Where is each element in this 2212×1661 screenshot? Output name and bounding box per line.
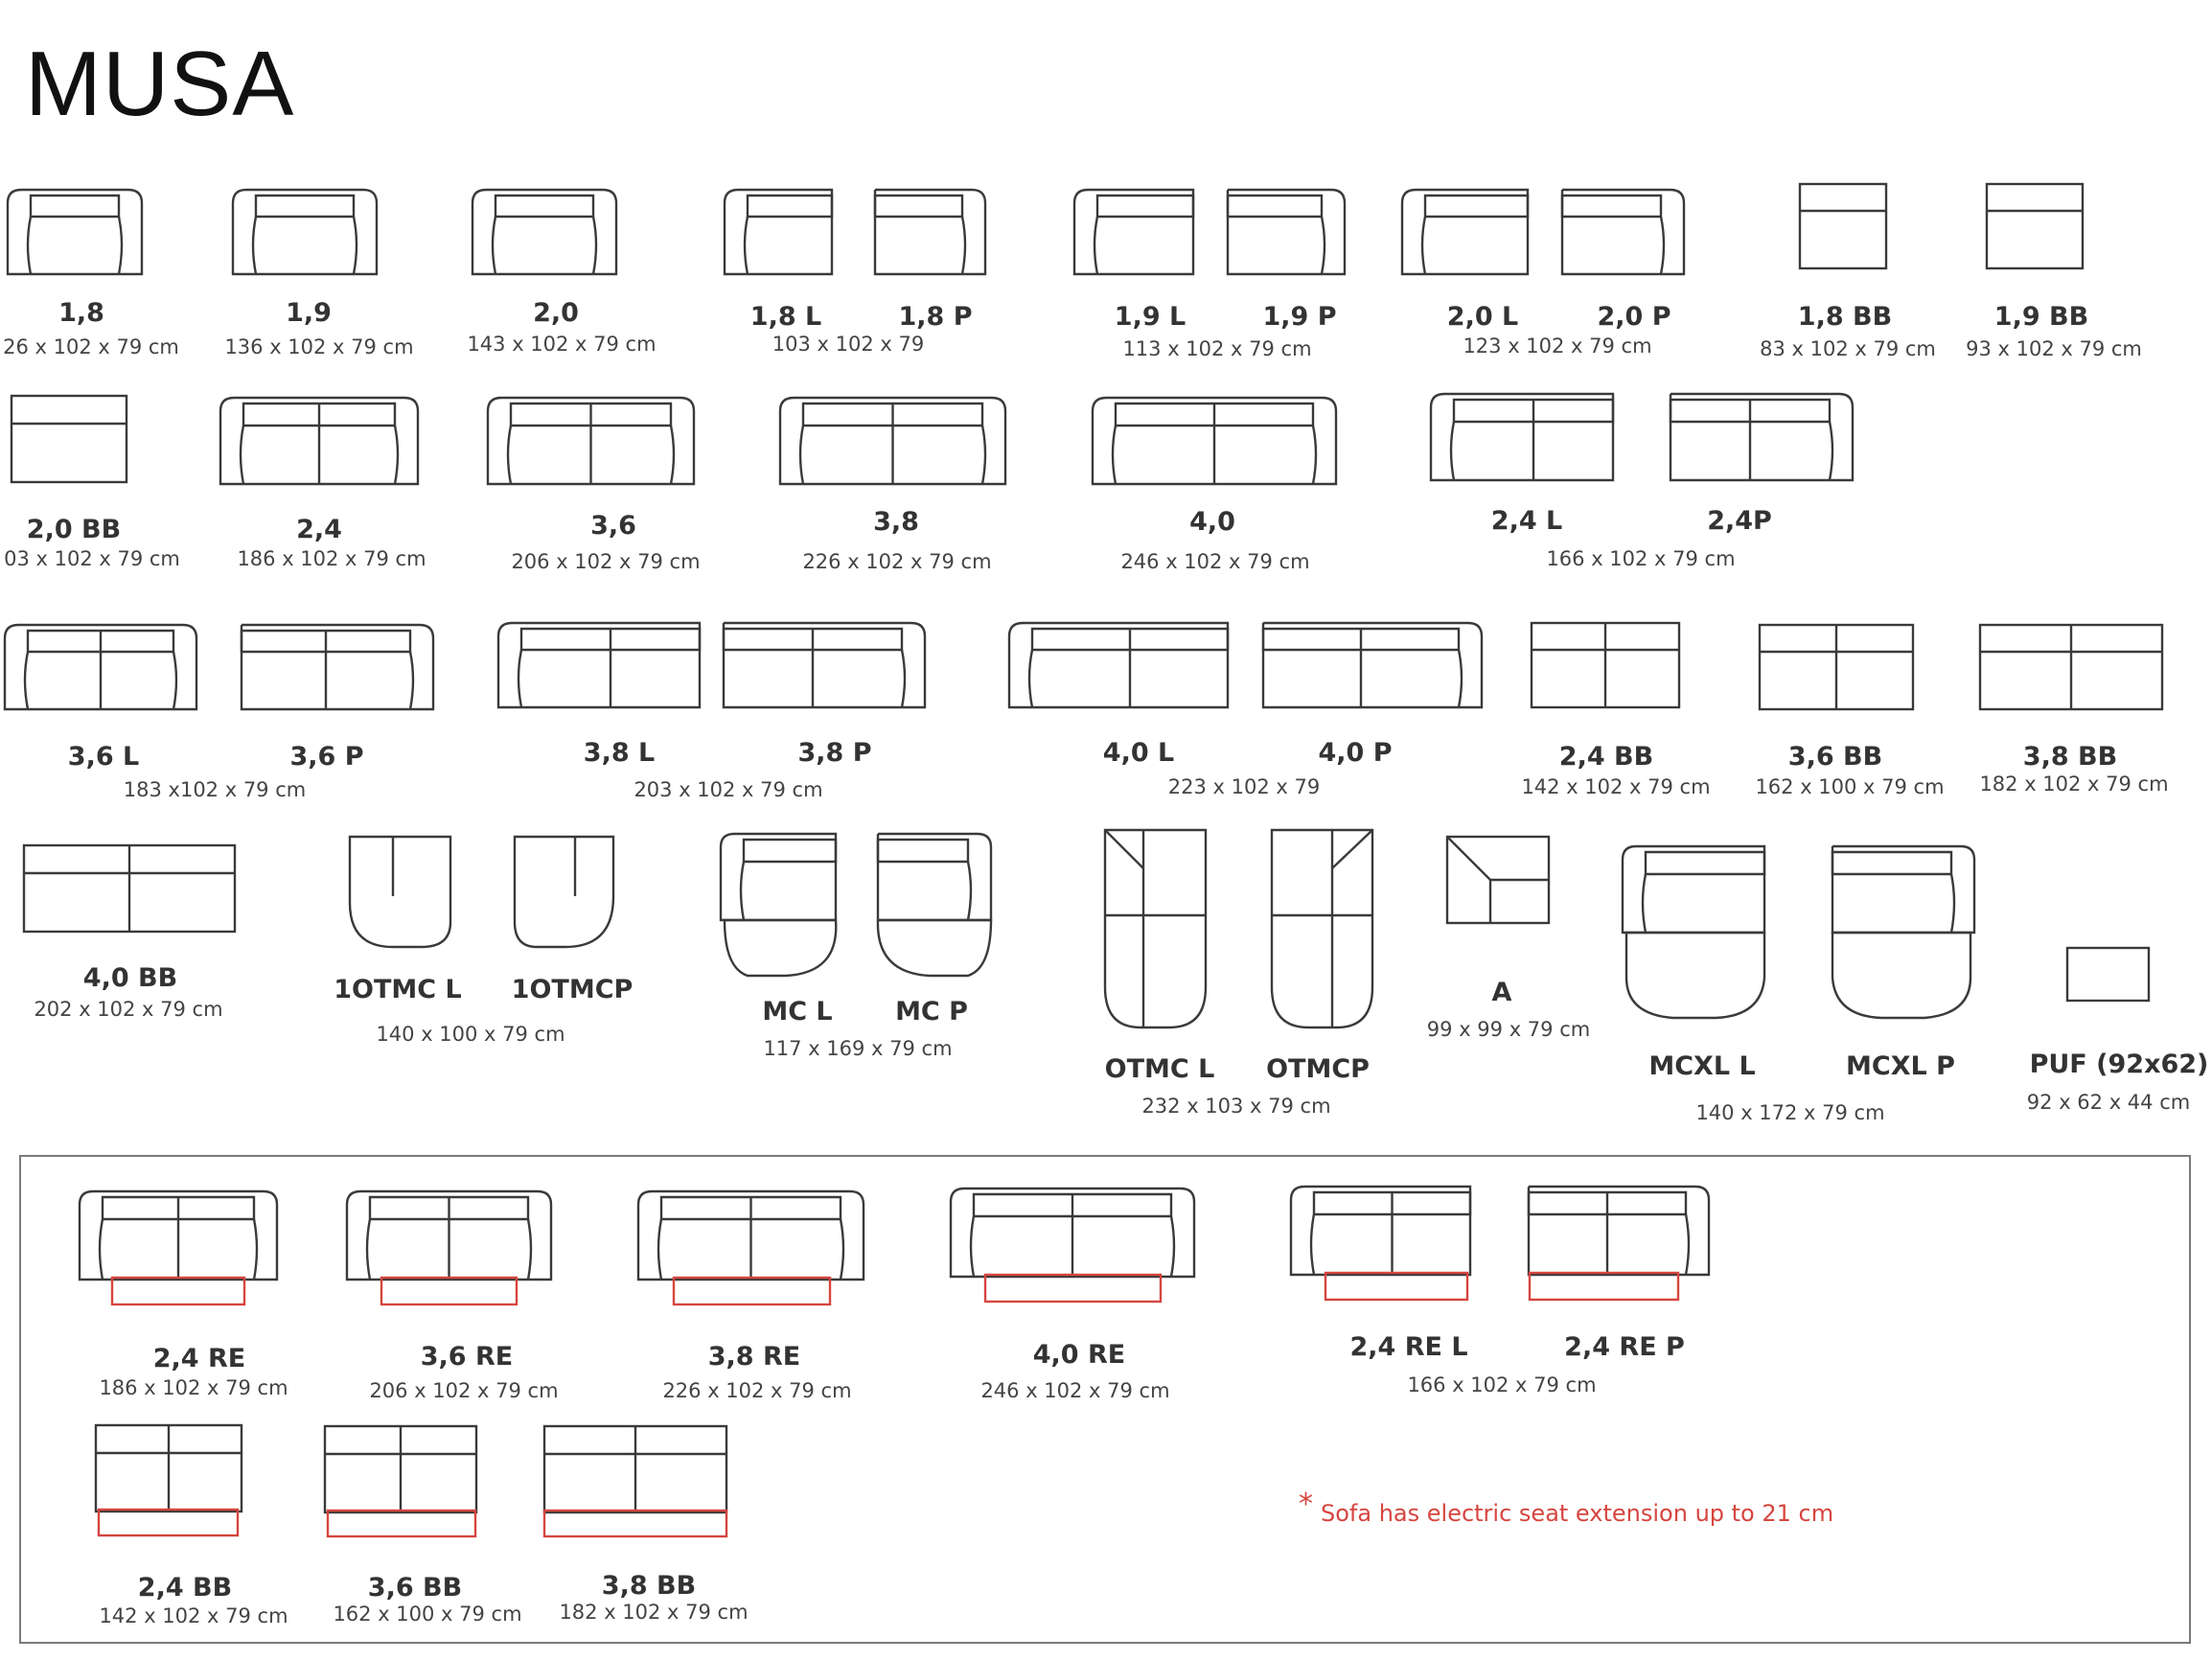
sofa-outline [875,190,985,274]
module-outline [1987,184,2083,268]
module-name: 2,4 BB [1558,742,1654,772]
right-arm [968,862,971,920]
sofa-outline [498,623,700,707]
module-name: 3,6 [590,511,636,541]
sofa-outline [1431,394,1613,480]
pouf-outline [2067,948,2149,1001]
back-cushion [744,840,836,862]
sofa-outline [1074,190,1193,274]
module-dimensions: 117 x 169 x 79 cm [763,1037,953,1060]
re-module-name: 3,6 BB [367,1573,463,1603]
module-name: MC P [895,997,968,1027]
re-module-name: 2,4 BB [137,1573,233,1603]
sofa-outline [1402,190,1528,274]
sofa-outline [878,834,991,920]
back-cushion [495,196,593,217]
module-name: 1,8 L [749,302,822,332]
left-arm [1422,217,1425,274]
module-name: 1OTMC L [334,975,462,1004]
note-text: Sofa has electric seat extension up to 21 cm [1321,1500,1834,1527]
left-arm [241,426,243,484]
left-arm [1113,426,1116,484]
module-name: 3,8 [873,507,919,537]
module-name: 2,0 [533,298,579,328]
module-name: MC L [762,997,833,1027]
right-arm [962,217,965,274]
left-arm [508,426,511,484]
module-dimensions: 206 x 102 x 79 cm [511,550,701,573]
left-arm [1643,874,1646,933]
sofa-outline [725,190,832,274]
left-arm [25,652,28,709]
module-name: 1,9 L [1114,302,1187,332]
back-cushion [875,196,962,217]
module-name: 2,4 [296,515,342,544]
module-name: 4,0 L [1102,738,1175,768]
module-name: 1,9 BB [1993,302,2089,332]
right-arm [395,426,398,484]
chaise-end [878,920,991,976]
re-module-dimensions: 162 x 100 x 79 cm [333,1603,522,1626]
chaise-end [1626,933,1764,1018]
module-name: 3,6 BB [1787,742,1883,772]
module-name: 1,8 BB [1797,302,1893,332]
left-arm [1029,650,1032,707]
re-module-dimensions: 166 x 102 x 79 cm [1407,1373,1597,1396]
right-arm [1459,650,1462,707]
module-dimensions: 202 x 102 x 79 cm [34,998,223,1021]
back-cushion [1832,852,1951,874]
seat-divider [1447,837,1490,880]
module-name: OTMC L [1104,1054,1215,1084]
right-arm [173,652,176,709]
sofa-outline [1228,190,1345,274]
re-module-name: 2,4 RE P [1564,1332,1685,1362]
module-dimensions: 142 x 102 x 79 cm [1521,775,1711,798]
re-module-dimensions: 186 x 102 x 79 cm [99,1376,288,1399]
module-dimensions: 140 x 100 x 79 cm [376,1023,565,1046]
module-name: 1,9 P [1262,302,1337,332]
module-name: 3,8 BB [2022,742,2118,772]
re-module-name: 4,0 RE [1032,1340,1126,1370]
chaise-outline [1272,830,1372,1027]
module-name: 2,4P [1707,506,1772,536]
module-name: 2,4 L [1490,506,1563,536]
right-arm [119,217,122,274]
back-cushion [256,196,354,217]
extension-note [1299,1488,1834,1529]
module-dimensions: 99 x 99 x 79 cm [1426,1018,1591,1041]
chaise-end [725,920,836,976]
back-cushion [1097,196,1193,217]
back-cushion [1425,196,1528,217]
back-cushion [748,196,832,217]
re-module-name: 2,4 RE [152,1344,246,1373]
back-cushion [1646,852,1764,874]
right-arm [982,426,985,484]
module-outline [12,396,127,482]
left-arm [745,217,748,274]
module-dimensions: 140 x 172 x 79 cm [1695,1101,1885,1124]
module-dimensions: 162 x 100 x 79 cm [1755,775,1945,798]
right-arm [1661,217,1664,274]
module-name: 2,0 BB [26,515,122,544]
module-name: 1,9 [286,298,332,328]
module-dimensions: 203 x 102 x 79 cm [634,778,823,801]
module-dimensions: 03 x 102 x 79 cm [4,547,180,570]
left-arm [253,217,256,274]
back-cushion [31,196,119,217]
sofa-outline [1562,190,1684,274]
module-name: MCXL P [1846,1051,1955,1081]
module-name: 4,0 BB [82,963,178,993]
module-name: 1OTMCP [511,975,634,1004]
back-cushion [878,840,968,862]
left-arm [741,862,744,920]
right-arm [1951,874,1954,933]
module-dimensions: 223 x 102 x 79 [1167,775,1321,798]
module-dimensions: 186 x 102 x 79 cm [237,547,426,570]
right-arm [1830,422,1832,480]
right-arm [902,650,905,707]
module-name: 1,8 [58,298,104,328]
left-arm [1094,217,1097,274]
module-dimensions: 246 x 102 x 79 cm [1120,550,1310,573]
module-dimensions: 143 x 102 x 79 cm [467,333,657,356]
left-arm [1451,422,1454,480]
sofa-outline [1671,394,1853,480]
module-dimensions: 183 x102 x 79 cm [123,778,307,801]
re-module-dimensions: 206 x 102 x 79 cm [369,1379,559,1402]
re-module-name: 3,6 RE [420,1342,514,1372]
re-module-name: 3,8 BB [601,1571,697,1601]
sofa-outline [242,625,433,709]
module-name: OTMCP [1266,1054,1370,1084]
re-module-name: 2,4 RE L [1349,1332,1468,1362]
module-name: PUF (92x62) [2029,1050,2209,1079]
module-dimensions: 136 x 102 x 79 cm [224,335,414,358]
seat-divider [1105,830,1143,868]
right-arm [593,217,596,274]
chaise-end [1832,933,1970,1018]
left-arm [800,426,803,484]
seat-divider [1332,830,1372,868]
module-outline [1800,184,1886,268]
module-dimensions: 103 x 102 x 79 [772,333,925,356]
module-dimensions: 26 x 102 x 79 cm [3,335,179,358]
module-name: 3,8 P [797,738,872,768]
module-name: A [1491,978,1512,1007]
module-name: 1,8 P [898,302,973,332]
left-arm [28,217,31,274]
right-arm [410,652,413,709]
sofa-outline [724,623,925,707]
right-arm [1313,426,1316,484]
left-arm [493,217,495,274]
module-name: MCXL L [1648,1051,1756,1081]
module-dimensions: 92 x 62 x 44 cm [2026,1091,2191,1114]
chaise-outline [1105,830,1206,1027]
module-dimensions: 226 x 102 x 79 cm [802,550,992,573]
module-dimensions: 83 x 102 x 79 cm [1760,337,1936,360]
right-arm [354,217,357,274]
module-name: 3,6 L [67,742,140,772]
corner-chaise-outline [350,837,450,947]
module-name: 2,0 L [1446,302,1519,332]
module-dimensions: 123 x 102 x 79 cm [1463,335,1652,358]
re-module-dimensions: 226 x 102 x 79 cm [662,1379,852,1402]
re-module-dimensions: 142 x 102 x 79 cm [99,1604,288,1627]
re-module-dimensions: 246 x 102 x 79 cm [980,1379,1170,1402]
sofa-outline [1263,623,1482,707]
sofa-outline [1009,623,1228,707]
note-marker: * [1299,1488,1313,1521]
module-name: 4,0 [1189,507,1235,537]
module-dimensions: 182 x 102 x 79 cm [1979,773,2169,796]
module-dimensions: 113 x 102 x 79 cm [1122,337,1312,360]
module-dimensions: 166 x 102 x 79 cm [1546,547,1736,570]
left-arm [518,650,521,707]
back-cushion [1562,196,1661,217]
right-arm [1322,217,1325,274]
re-module-dimensions: 182 x 102 x 79 cm [559,1601,749,1624]
sofa-outline [721,834,836,920]
module-dimensions: 232 x 103 x 79 cm [1141,1095,1331,1118]
back-cushion [1228,196,1322,217]
re-module-name: 3,8 RE [707,1342,801,1372]
module-name: 3,8 L [583,738,656,768]
module-dimensions: 93 x 102 x 79 cm [1966,337,2142,360]
module-name: 2,0 P [1597,302,1671,332]
corner-chaise-outline [515,837,613,947]
module-name: 3,6 P [289,742,364,772]
page-title: MUSA [25,33,295,135]
module-name: 4,0 P [1318,738,1393,768]
right-arm [671,426,674,484]
